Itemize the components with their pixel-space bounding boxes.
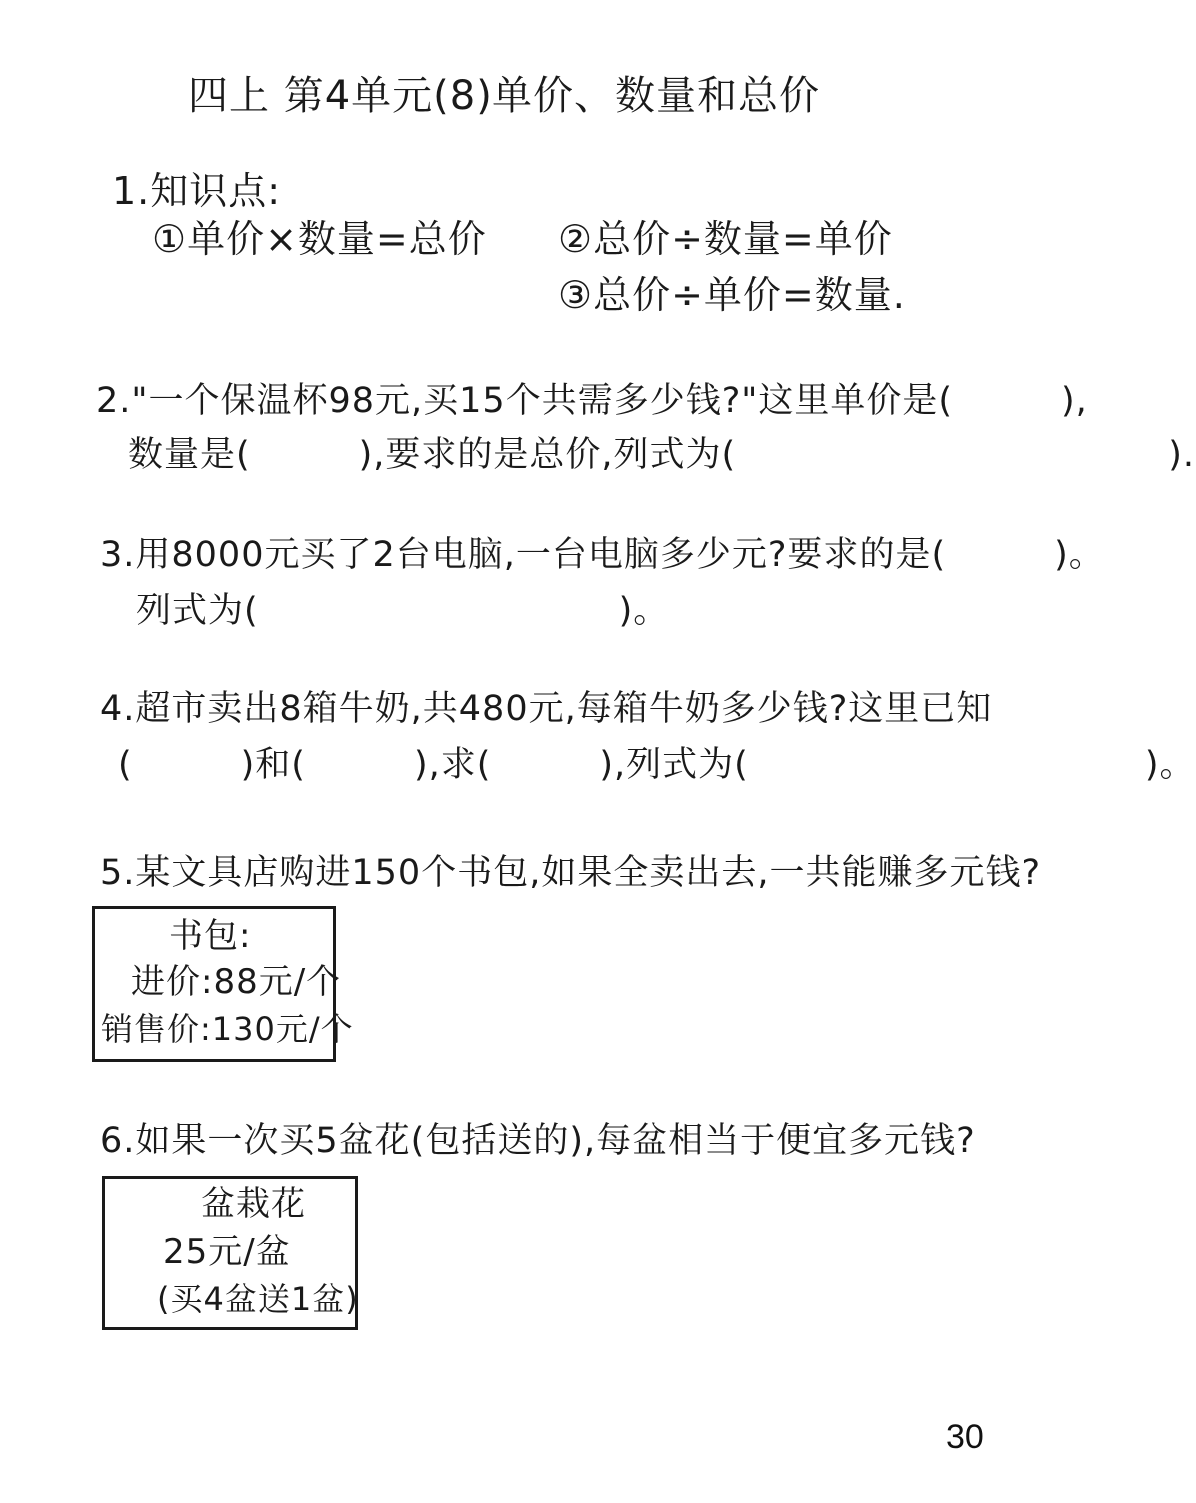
q5-text: 5.某文具店购进150个书包,如果全卖出去,一共能赚多元钱? [100, 853, 1042, 893]
q4-line-1: 4.超市卖出8箱牛奶,共480元,每箱牛奶多少钱?这里已知 [100, 689, 993, 729]
formula-total-price: ①单价×数量=总价 [152, 217, 487, 261]
q2-line-2: 数量是( ),要求的是总价,列式为( ). [128, 435, 1195, 475]
q4-line-2: ( )和( ),求( ),列式为( )。 [118, 745, 1196, 785]
page-title-left: 四上 第4单元(8) [188, 73, 493, 119]
backpack-price-box [92, 906, 354, 1062]
page-title-right: 单价、数量和总价 [492, 73, 820, 119]
flower-unit-price: 25元/盆 [163, 1232, 291, 1272]
backpack-box-title: 书包: [169, 916, 252, 956]
flower-box-title: 盆栽花 [201, 1184, 306, 1224]
formula-quantity: ③总价÷单价=数量. [558, 273, 906, 317]
q2-line-1: 2."一个保温杯98元,买15个共需多少钱?"这里单价是( ), [96, 381, 1088, 421]
q3-line-1: 3.用8000元买了2台电脑,一台电脑多少元?要求的是( )。 [100, 535, 1105, 575]
flower-promotion: (买4盆送1盆) [157, 1280, 359, 1318]
q3-line-2: 列式为( )。 [136, 591, 670, 631]
backpack-cost-price: 进价:88元/个 [131, 962, 342, 1002]
backpack-sale-price: 销售价:130元/个 [101, 1010, 354, 1048]
q6-text: 6.如果一次买5盆花(包括送的),每盆相当于便宜多元钱? [100, 1121, 976, 1161]
formula-unit-price: ②总价÷数量=单价 [558, 217, 893, 261]
q1-label: 1.知识点: [112, 169, 282, 213]
flower-price-box [102, 1176, 358, 1330]
page-number: 30 [946, 1418, 984, 1456]
